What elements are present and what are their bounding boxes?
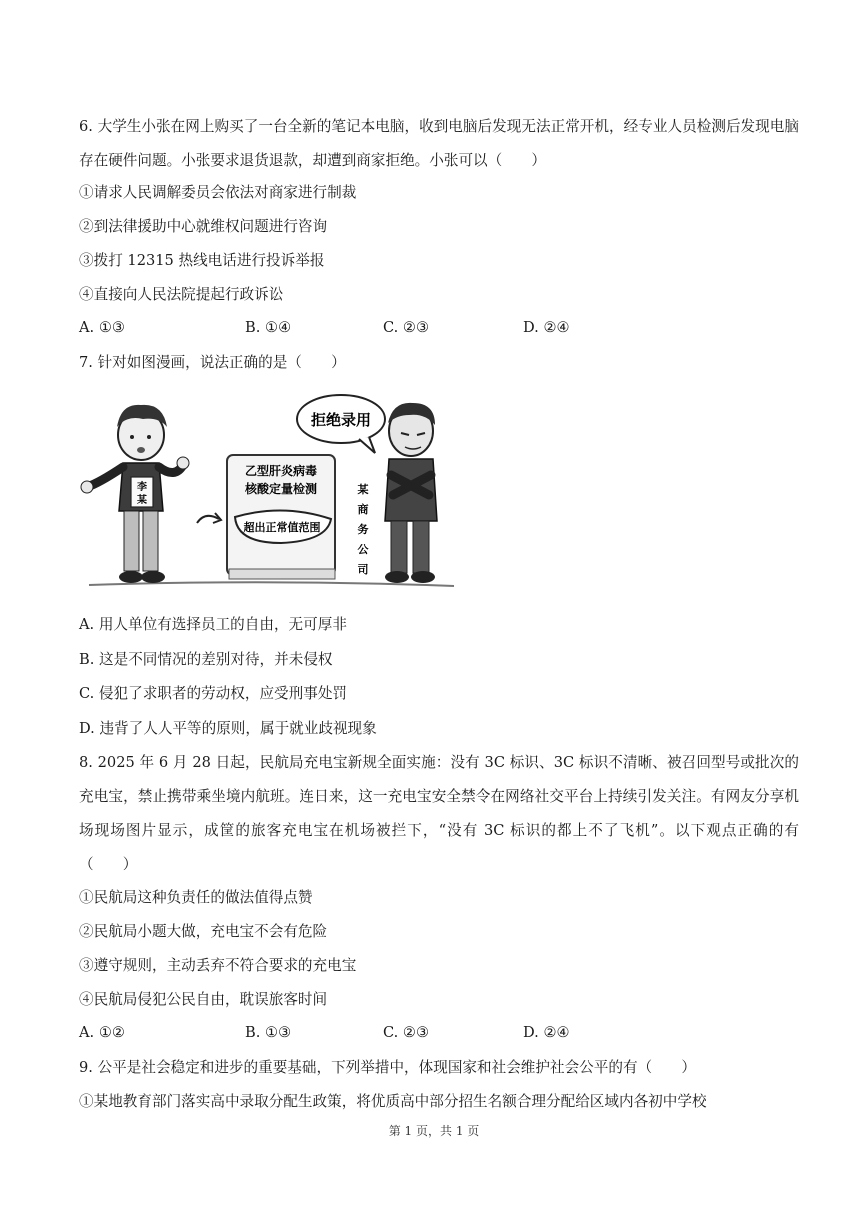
- q8-item-1: ①民航局这种负责任的做法值得点赞: [79, 889, 313, 906]
- q6-item-3: ③拨打 12315 热线电话进行投诉举报: [79, 252, 325, 269]
- test-report: [227, 455, 335, 579]
- company-sign-char-1: 某: [357, 483, 369, 496]
- report-line-2: 核酸定量检测: [244, 482, 318, 496]
- q7-option-b: B. 这是不同情况的差别对待，并未侵权: [79, 651, 333, 668]
- q6-option-d: D. ②④: [523, 319, 570, 336]
- q6-item-1: ①请求人民调解委员会依法对商家进行制裁: [79, 184, 357, 201]
- q7-option-d: D. 违背了人人平等的原则，属于就业歧视现象: [79, 720, 377, 737]
- company-sign-char-2: 商: [357, 503, 369, 516]
- speech-bubble: [297, 395, 385, 453]
- job-seeker-figure: [81, 405, 189, 583]
- company-sign: [357, 482, 370, 576]
- q7-stem: 7. 针对如图漫画，说法正确的是（ ）: [79, 354, 346, 371]
- q9-item-1: ①某地教育部门落实高中录取分配生政策，将优质高中部分招生名额合理分配给区域内各初中学校: [79, 1093, 707, 1110]
- q8-option-c: C. ②③: [383, 1024, 430, 1041]
- q6-options: [79, 319, 799, 339]
- q9-stem: 9. 公平是社会稳定和进步的重要基础，下列举措中，体现国家和社会维护社会公平的有（ ）: [79, 1059, 696, 1076]
- q7-option-c: C. 侵犯了求职者的劳动权，应受刑事处罚: [79, 685, 348, 702]
- q8-item-4: ④民航局侵犯公民自由，耽误旅客时间: [79, 991, 328, 1008]
- q8-item-2: ②民航局小题大做，充电宝不会有危险: [79, 923, 328, 940]
- cartoon-illustration: [79, 393, 459, 593]
- q8-option-b: B. ①③: [245, 1024, 292, 1041]
- q8-option-d: D. ②④: [523, 1024, 570, 1041]
- q6-stem: 6. 大学生小张在网上购买了一台全新的笔记本电脑，收到电脑后发现无法正常开机，经专业人员检测后发现电脑存在硬件问题。小张要求退货退款，却遭到商家拒绝。小张可以（ ）: [79, 118, 799, 169]
- q8-stem: 8. 2025 年 6 月 28 日起，民航局充电宝新规全面实施：没有 3C 标识、3C 标识不清晰、被召回型号或批次的充电宝，禁止携带乘坐境内航班。连日来，这一充电宝安全禁令在网络社交平台上持续引发关注。有网友分享机场现场图片显示，成筐的旅客充电宝在机场被拦下，“没有 3C 标识的都上不了飞机”。以下观点正确的有（ ）: [79, 754, 799, 873]
- q6-item-4: ④直接向人民法院提起行政诉讼: [79, 286, 284, 303]
- speech-text: 拒绝录用: [310, 411, 372, 429]
- report-line-1: 乙型肝炎病毒: [244, 464, 318, 478]
- company-sign-char-3: 务: [357, 523, 369, 536]
- q8-option-a: A. ①②: [79, 1024, 125, 1041]
- interviewer-figure: [385, 403, 437, 583]
- q7-option-a: A. 用人单位有选择员工的自由，无可厚非: [79, 616, 347, 633]
- q8-options: [79, 1024, 799, 1044]
- stamp-text: 超出正常值范围: [243, 521, 321, 534]
- name-tag-char-1: 李: [137, 482, 147, 493]
- company-sign-char-4: 公: [357, 543, 369, 556]
- page-footer: 第 1 页，共 1 页: [388, 1124, 480, 1138]
- q6-option-b: B. ①④: [245, 319, 292, 336]
- name-tag-char-2: 某: [137, 495, 147, 506]
- q6-item-2: ②到法律援助中心就维权问题进行咨询: [79, 218, 328, 235]
- company-sign-char-5: 司: [357, 563, 369, 576]
- q6-option-a: A. ①③: [79, 319, 125, 336]
- q6-option-c: C. ②③: [383, 319, 430, 336]
- q8-item-3: ③遵守规则，主动丢弃不符合要求的充电宝: [79, 957, 357, 974]
